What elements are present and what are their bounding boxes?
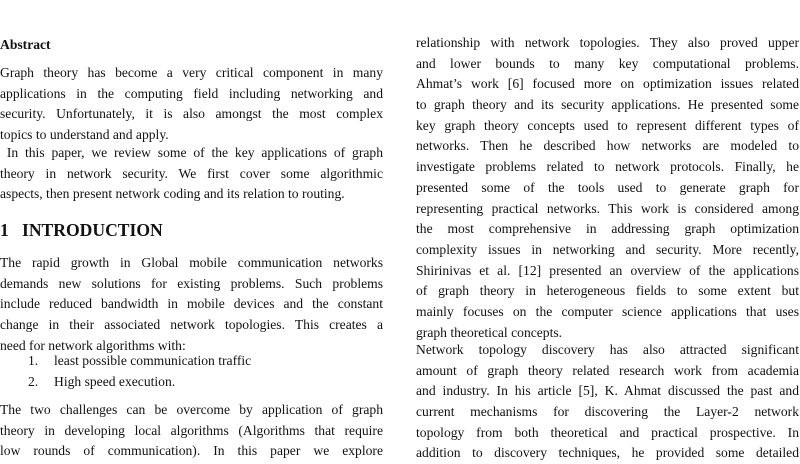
text-line: networks. Then he described how networks are modeled to	[416, 138, 799, 154]
text-line: of graph theory in heterogeneous fields to some extent but	[416, 283, 799, 299]
abstract-heading: Abstract	[0, 37, 51, 52]
list-number: 1.	[28, 353, 39, 368]
text-line: theory in network security. We first cover some algorithmic	[0, 165, 383, 181]
list-text: least possible communication traffic	[54, 353, 252, 368]
text-line: The two challenges can be overcome by application of graph	[0, 402, 383, 417]
intro-paragraph-2	[0, 400, 383, 462]
text-line: Ahmat’s work [6] focused more on optimization issues related	[416, 76, 799, 92]
text-line: Graph theory has become a very critical component in many	[0, 65, 383, 80]
text-line: investigate problems related to network protocols. Finally, he	[416, 159, 799, 175]
text-line: presented some of the tools used to generate graph for	[416, 179, 799, 195]
text-line: to graph theory and its security applications. He presented some	[416, 97, 799, 113]
text-line: mainly focuses on the computer science applications that uses	[416, 303, 799, 319]
text-line: relationship with network topologies. They also proved upper	[416, 35, 799, 50]
text-line: the most comprehensive in addressing graph optimization	[416, 221, 799, 237]
text-line: theory in developing local algorithms (Algorithms that require	[0, 422, 383, 438]
text-line: addition to discovery techniques, he provided some detailed	[416, 445, 799, 461]
intro-paragraph-1	[0, 253, 383, 356]
section-title: INTRODUCTION	[22, 220, 163, 240]
right-paragraph-1	[416, 33, 799, 343]
text-line: security. Unfortunately, it is also amongst the most complex	[0, 106, 383, 122]
text-line: key graph theory concepts used to represent different types of	[416, 117, 799, 133]
text-line: Network topology discovery has also attracted significant	[416, 342, 799, 357]
abstract-paragraph-1	[0, 63, 383, 146]
text-line: current mechanisms for discovering the Layer-2 network	[416, 404, 799, 420]
text-line: low rounds of communication). In this paper we explore	[0, 443, 383, 459]
section-heading	[0, 220, 163, 241]
text-line: applications in the computing field including networking and	[0, 85, 383, 101]
list-item	[0, 351, 383, 372]
section-number: 1	[0, 220, 9, 240]
abstract-paragraph-2	[0, 143, 383, 205]
text-line: need for network algorithms with:	[0, 337, 186, 353]
text-line: representing practical networks. This work is considered among	[416, 200, 799, 216]
text-line: In this paper, we review some of the key applications of graph	[0, 145, 383, 160]
text-line: change in their associated network topologies. This creates a	[0, 317, 383, 333]
text-line: Shirinivas et al. [12] presented an overview of the applications	[416, 262, 799, 278]
text-line: aspects, then present network coding and its relation to routing.	[0, 186, 345, 202]
right-paragraph-2	[416, 340, 799, 464]
list-text: High speed execution.	[54, 373, 176, 389]
numbered-list	[0, 351, 383, 392]
text-line: graph theoretical concepts.	[416, 324, 563, 340]
text-line: topology from both theoretical and practical prospective. In	[416, 424, 799, 440]
text-line: topics to understand and apply.	[0, 127, 169, 143]
text-line: complexity issues in networking and security. More recently,	[416, 241, 799, 257]
text-line: include reduced bandwidth in mobile devices and the constant	[0, 296, 383, 312]
text-line: The rapid growth in Global mobile communication networks	[0, 255, 383, 270]
text-line: amount of graph theory related research work from academia	[416, 362, 799, 378]
text-line: and lower bounds to many key computational problems.	[416, 55, 799, 71]
list-item	[0, 372, 383, 393]
text-line: and industry. In his article [5], K. Ahmat discussed the past and	[416, 383, 799, 399]
list-number: 2.	[28, 373, 39, 389]
text-line: demands new solutions for existing problems. Such problems	[0, 275, 383, 291]
